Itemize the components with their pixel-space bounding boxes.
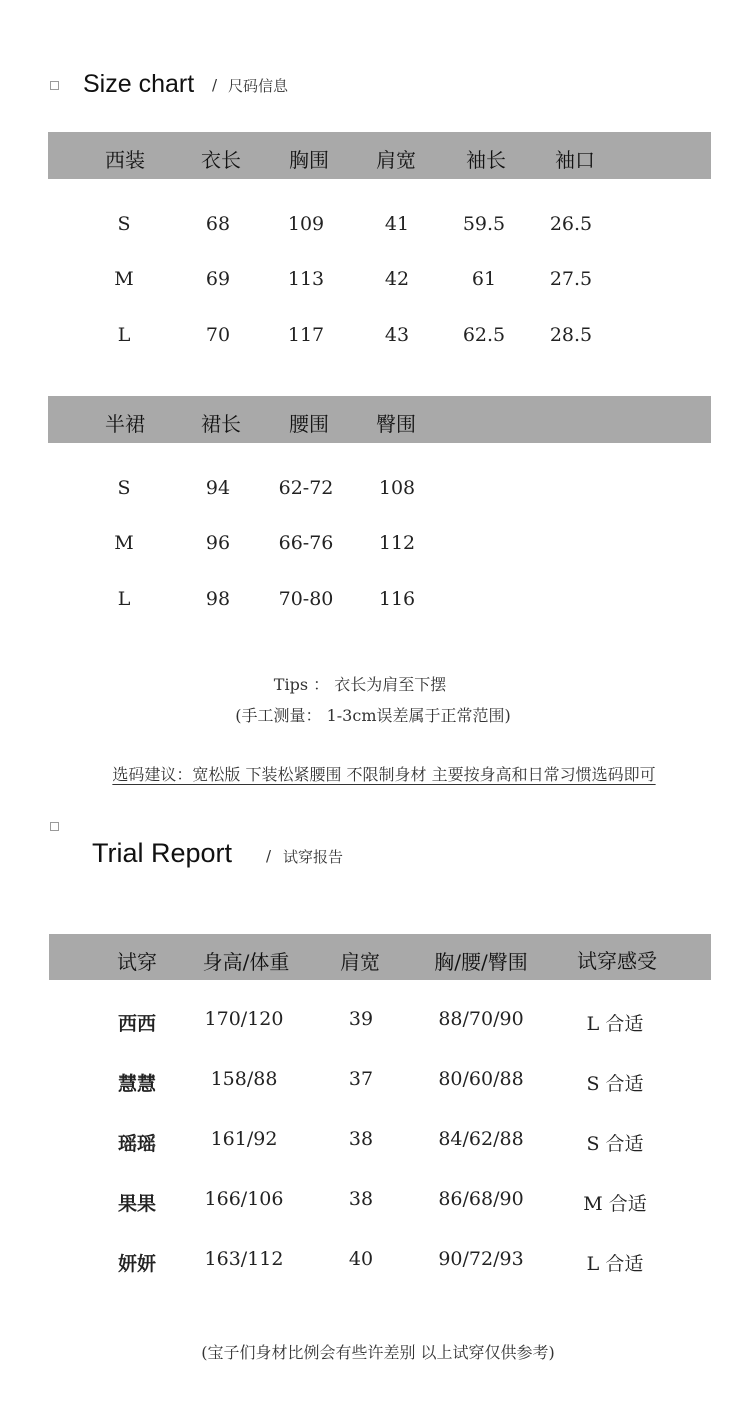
skirt-header-cell: 半裙 — [105, 412, 145, 436]
table-cell: S 合适 — [586, 1073, 644, 1095]
skirt-header-cell: 臀围 — [376, 412, 416, 436]
table-cell: 59.5 — [462, 213, 506, 235]
table-cell: 69 — [205, 268, 231, 290]
tester-name: 慧慧 — [117, 1073, 157, 1095]
bullet-square-icon — [50, 81, 59, 90]
table-cell: 68 — [205, 213, 231, 235]
table-cell: 66-76 — [278, 532, 334, 554]
tester-name: 妍妍 — [117, 1253, 157, 1275]
tester-name: 瑶瑶 — [117, 1133, 157, 1155]
size-chart-title: Size chart — [83, 70, 195, 98]
suit-header-cell: 袖长 — [466, 148, 506, 172]
table-cell: S 合适 — [586, 1133, 644, 1155]
table-cell: 112 — [378, 532, 416, 554]
table-cell: 158/88 — [210, 1068, 278, 1090]
trial-report-subtitle: 试穿报告 — [283, 848, 344, 866]
table-cell: 28.5 — [549, 324, 593, 346]
skirt-header-cell: 裙长 — [201, 412, 241, 436]
table-cell: 113 — [287, 268, 325, 290]
table-cell: L — [117, 324, 131, 346]
size-chart-separator: / — [212, 76, 218, 94]
table-cell: L 合适 — [586, 1253, 644, 1275]
tester-name: 西西 — [117, 1013, 157, 1035]
suit-header-cell: 胸围 — [289, 148, 329, 172]
table-cell: 40 — [348, 1248, 374, 1270]
table-cell: 41 — [384, 213, 410, 235]
table-cell: 62.5 — [462, 324, 506, 346]
tips-note: (手工测量： 1-3cm误差属于正常范围) — [235, 706, 511, 725]
table-cell: L 合适 — [586, 1013, 644, 1035]
table-cell: 117 — [287, 324, 325, 346]
table-cell: 27.5 — [549, 268, 593, 290]
trial-header-cell: 试穿感受 — [577, 949, 657, 973]
table-cell: 70 — [205, 324, 231, 346]
table-cell: 84/62/88 — [438, 1128, 524, 1150]
suit-header-cell: 袖口 — [555, 148, 595, 172]
skirt-header-cell: 腰围 — [289, 412, 329, 436]
trial-report-title: Trial Report — [92, 838, 233, 868]
table-cell: 61 — [471, 268, 497, 290]
size-chart-subtitle: 尺码信息 — [228, 77, 289, 95]
table-cell: 38 — [348, 1128, 374, 1150]
table-cell: 170/120 — [204, 1008, 284, 1030]
trial-footnote: (宝子们身材比例会有些许差别 以上试穿仅供参考) — [201, 1343, 555, 1362]
table-cell: 39 — [348, 1008, 374, 1030]
table-cell: 38 — [348, 1188, 374, 1210]
table-cell: M 合适 — [583, 1193, 647, 1215]
trial-header-cell: 身高/体重 — [202, 950, 290, 974]
table-cell: 86/68/90 — [438, 1188, 524, 1210]
suit-header-cell: 肩宽 — [376, 148, 416, 172]
table-cell: 108 — [378, 477, 416, 499]
size-advice: 选码建议：宽松版 下装松紧腰围 不限制身材 主要按身高和日常习惯选码即可 — [112, 765, 656, 784]
trial-header-cell: 肩宽 — [340, 950, 380, 974]
tips-line: Tips ： 衣长为肩至下摆 — [273, 675, 447, 694]
table-cell: 163/112 — [204, 1248, 284, 1270]
table-cell: 88/70/90 — [438, 1008, 524, 1030]
trial-header-cell: 试穿 — [117, 950, 157, 974]
table-cell: 161/92 — [210, 1128, 278, 1150]
table-cell: M — [114, 532, 134, 554]
table-cell: 90/72/93 — [438, 1248, 524, 1270]
table-cell: 62-72 — [278, 477, 334, 499]
table-cell: 42 — [384, 268, 410, 290]
tester-name: 果果 — [117, 1193, 157, 1215]
table-cell: M — [114, 268, 134, 290]
table-cell: 70-80 — [278, 588, 334, 610]
table-cell: 80/60/88 — [438, 1068, 524, 1090]
table-cell: 37 — [348, 1068, 374, 1090]
table-cell: 98 — [205, 588, 231, 610]
bullet-square-icon — [50, 822, 59, 831]
suit-header-cell: 西装 — [105, 148, 145, 172]
suit-header-cell: 衣长 — [201, 148, 241, 172]
table-cell: 109 — [287, 213, 325, 235]
table-cell: S — [117, 213, 131, 235]
table-cell: 96 — [205, 532, 231, 554]
table-cell: 166/106 — [204, 1188, 284, 1210]
trial-header-cell: 胸/腰/臀围 — [434, 950, 528, 974]
table-cell: 116 — [378, 588, 416, 610]
table-cell: 43 — [384, 324, 410, 346]
table-cell: L — [117, 588, 131, 610]
table-cell: 26.5 — [549, 213, 593, 235]
trial-report-separator: / — [266, 847, 272, 865]
table-cell: S — [117, 477, 131, 499]
table-cell: 94 — [205, 477, 231, 499]
